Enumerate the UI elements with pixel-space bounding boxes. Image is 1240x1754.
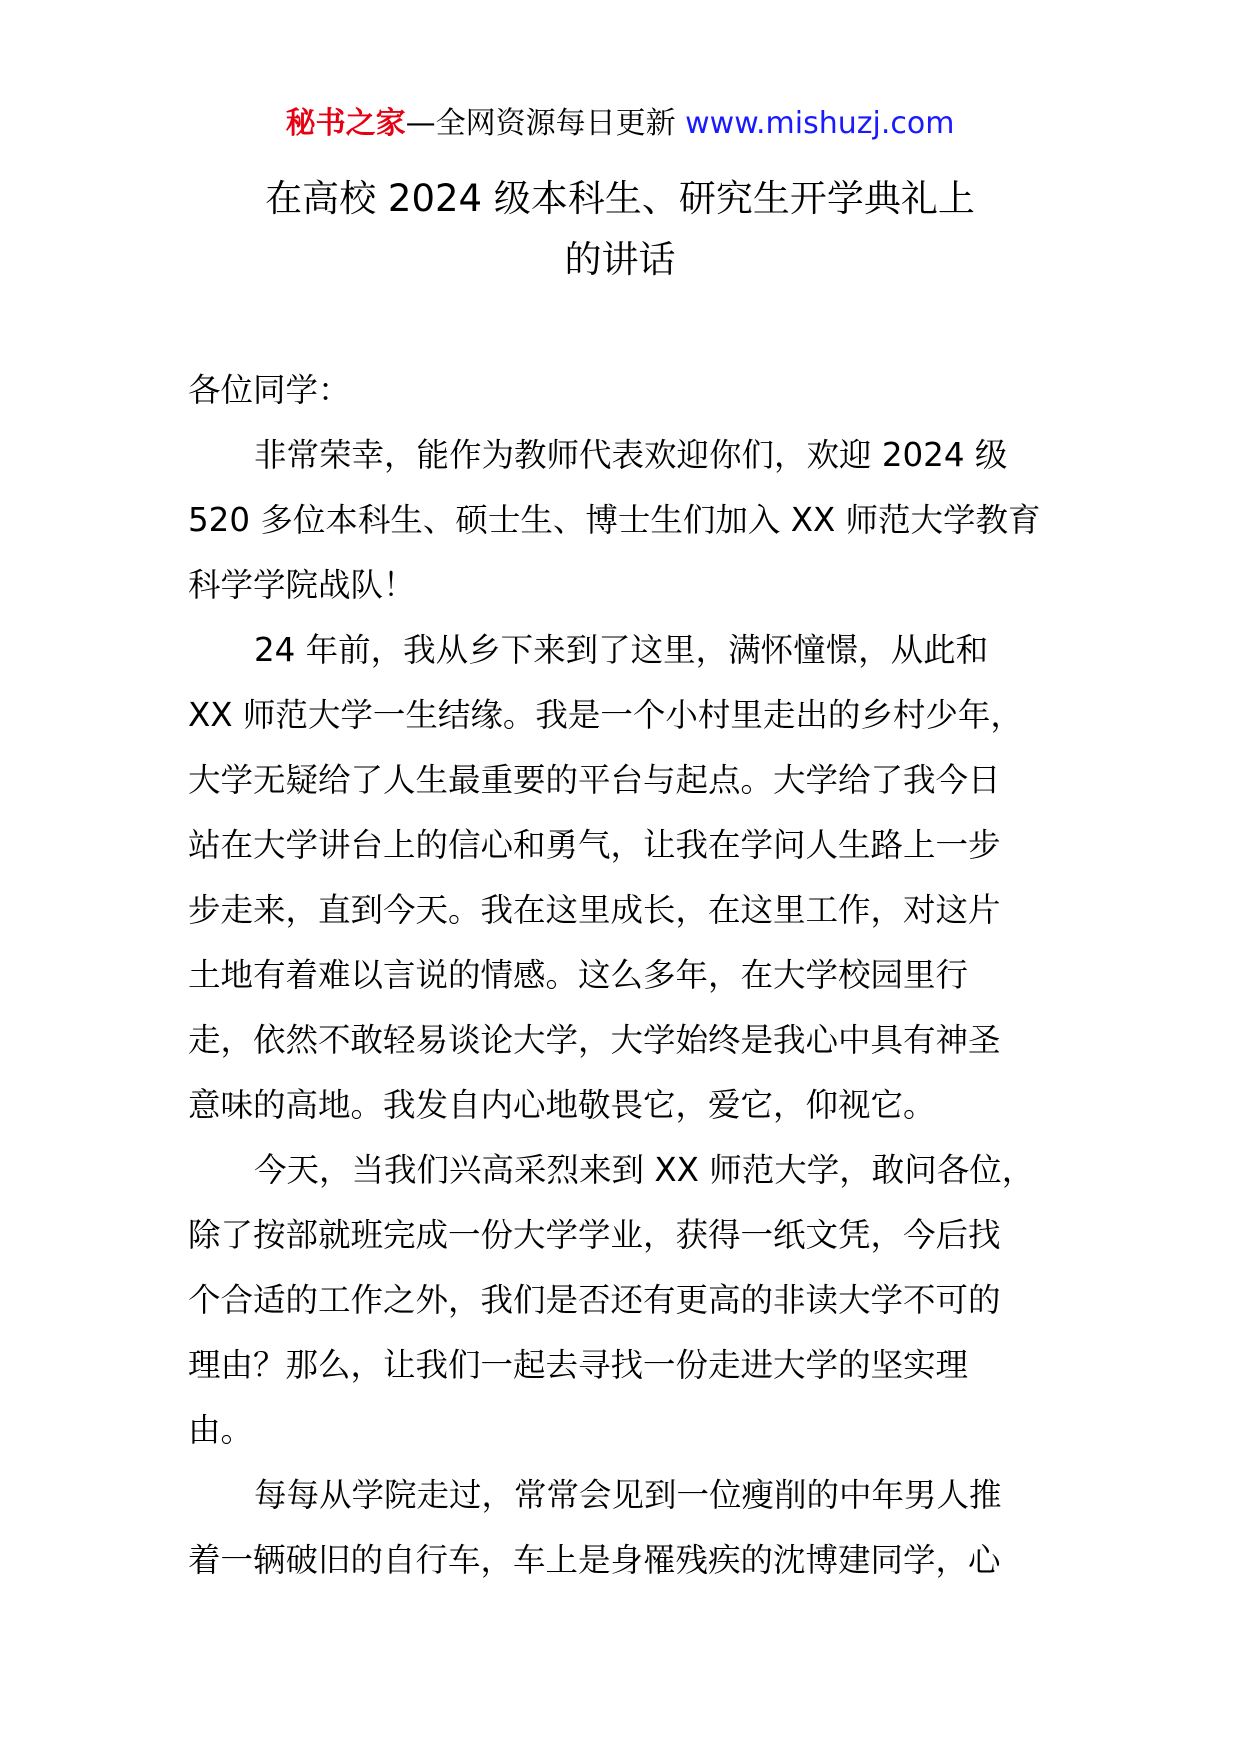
body-line: 步走来，直到今天。我在这里成长，在这里工作，对这片 (188, 891, 1001, 929)
body-line: 意味的高地。我发自内心地敬畏它，爱它，仰视它。 (188, 1086, 936, 1124)
body-line: 着一辆破旧的自行车，车上是身罹残疾的沈博建同学，心 (188, 1541, 1001, 1579)
body-line: 科学学院战队！ (188, 566, 416, 604)
body-line: 由。 (188, 1411, 254, 1449)
salutation: 各位同学： (188, 371, 351, 409)
body-line: 站在大学讲台上的信心和勇气，让我在学问人生路上一步 (188, 826, 1001, 864)
body-line: 大学无疑给了人生最重要的平台与起点。大学给了我今日 (188, 761, 1001, 799)
document-title (0, 168, 1240, 290)
body-line: 个合适的工作之外，我们是否还有更高的非读大学不可的 (188, 1281, 1001, 1319)
body-line: 走，依然不敢轻易谈论大学，大学始终是我心中具有神圣 (188, 1021, 1001, 1059)
body-line: XX 师范大学一生结缘。我是一个小村里走出的乡村少年， (188, 696, 1023, 734)
body-line: 今天，当我们兴高采烈来到 XX 师范大学，敢问各位， (254, 1151, 1035, 1189)
site-header (0, 102, 1240, 146)
body-line: 24 年前，我从乡下来到了这里，满怀憧憬，从此和 (254, 631, 989, 669)
body-line: 每每从学院走过，常常会见到一位瘦削的中年男人推 (254, 1476, 1002, 1514)
document-body (188, 358, 1050, 1593)
body-line: 土地有着难以言说的情感。这么多年，在大学校园里行 (188, 956, 969, 994)
site-url-link[interactable]: www.mishuzj.com (685, 106, 955, 141)
body-line: 520 多位本科生、硕士生、博士生们加入 XX 师范大学教育 (188, 501, 1041, 539)
title-line-1: 在高校 2024 级本科生、研究生开学典礼上 (265, 177, 975, 220)
body-line: 除了按部就班完成一份大学学业，获得一纸文凭，今后找 (188, 1216, 1001, 1254)
body-line: 非常荣幸，能作为教师代表欢迎你们，欢迎 2024 级 (254, 436, 1008, 474)
body-line: 理由？那么，让我们一起去寻找一份走进大学的坚实理 (188, 1346, 969, 1384)
site-tagline: —全网资源每日更新 (405, 106, 676, 141)
site-brand: 秘书之家 (285, 106, 406, 141)
title-line-2: 的讲话 (564, 238, 676, 281)
